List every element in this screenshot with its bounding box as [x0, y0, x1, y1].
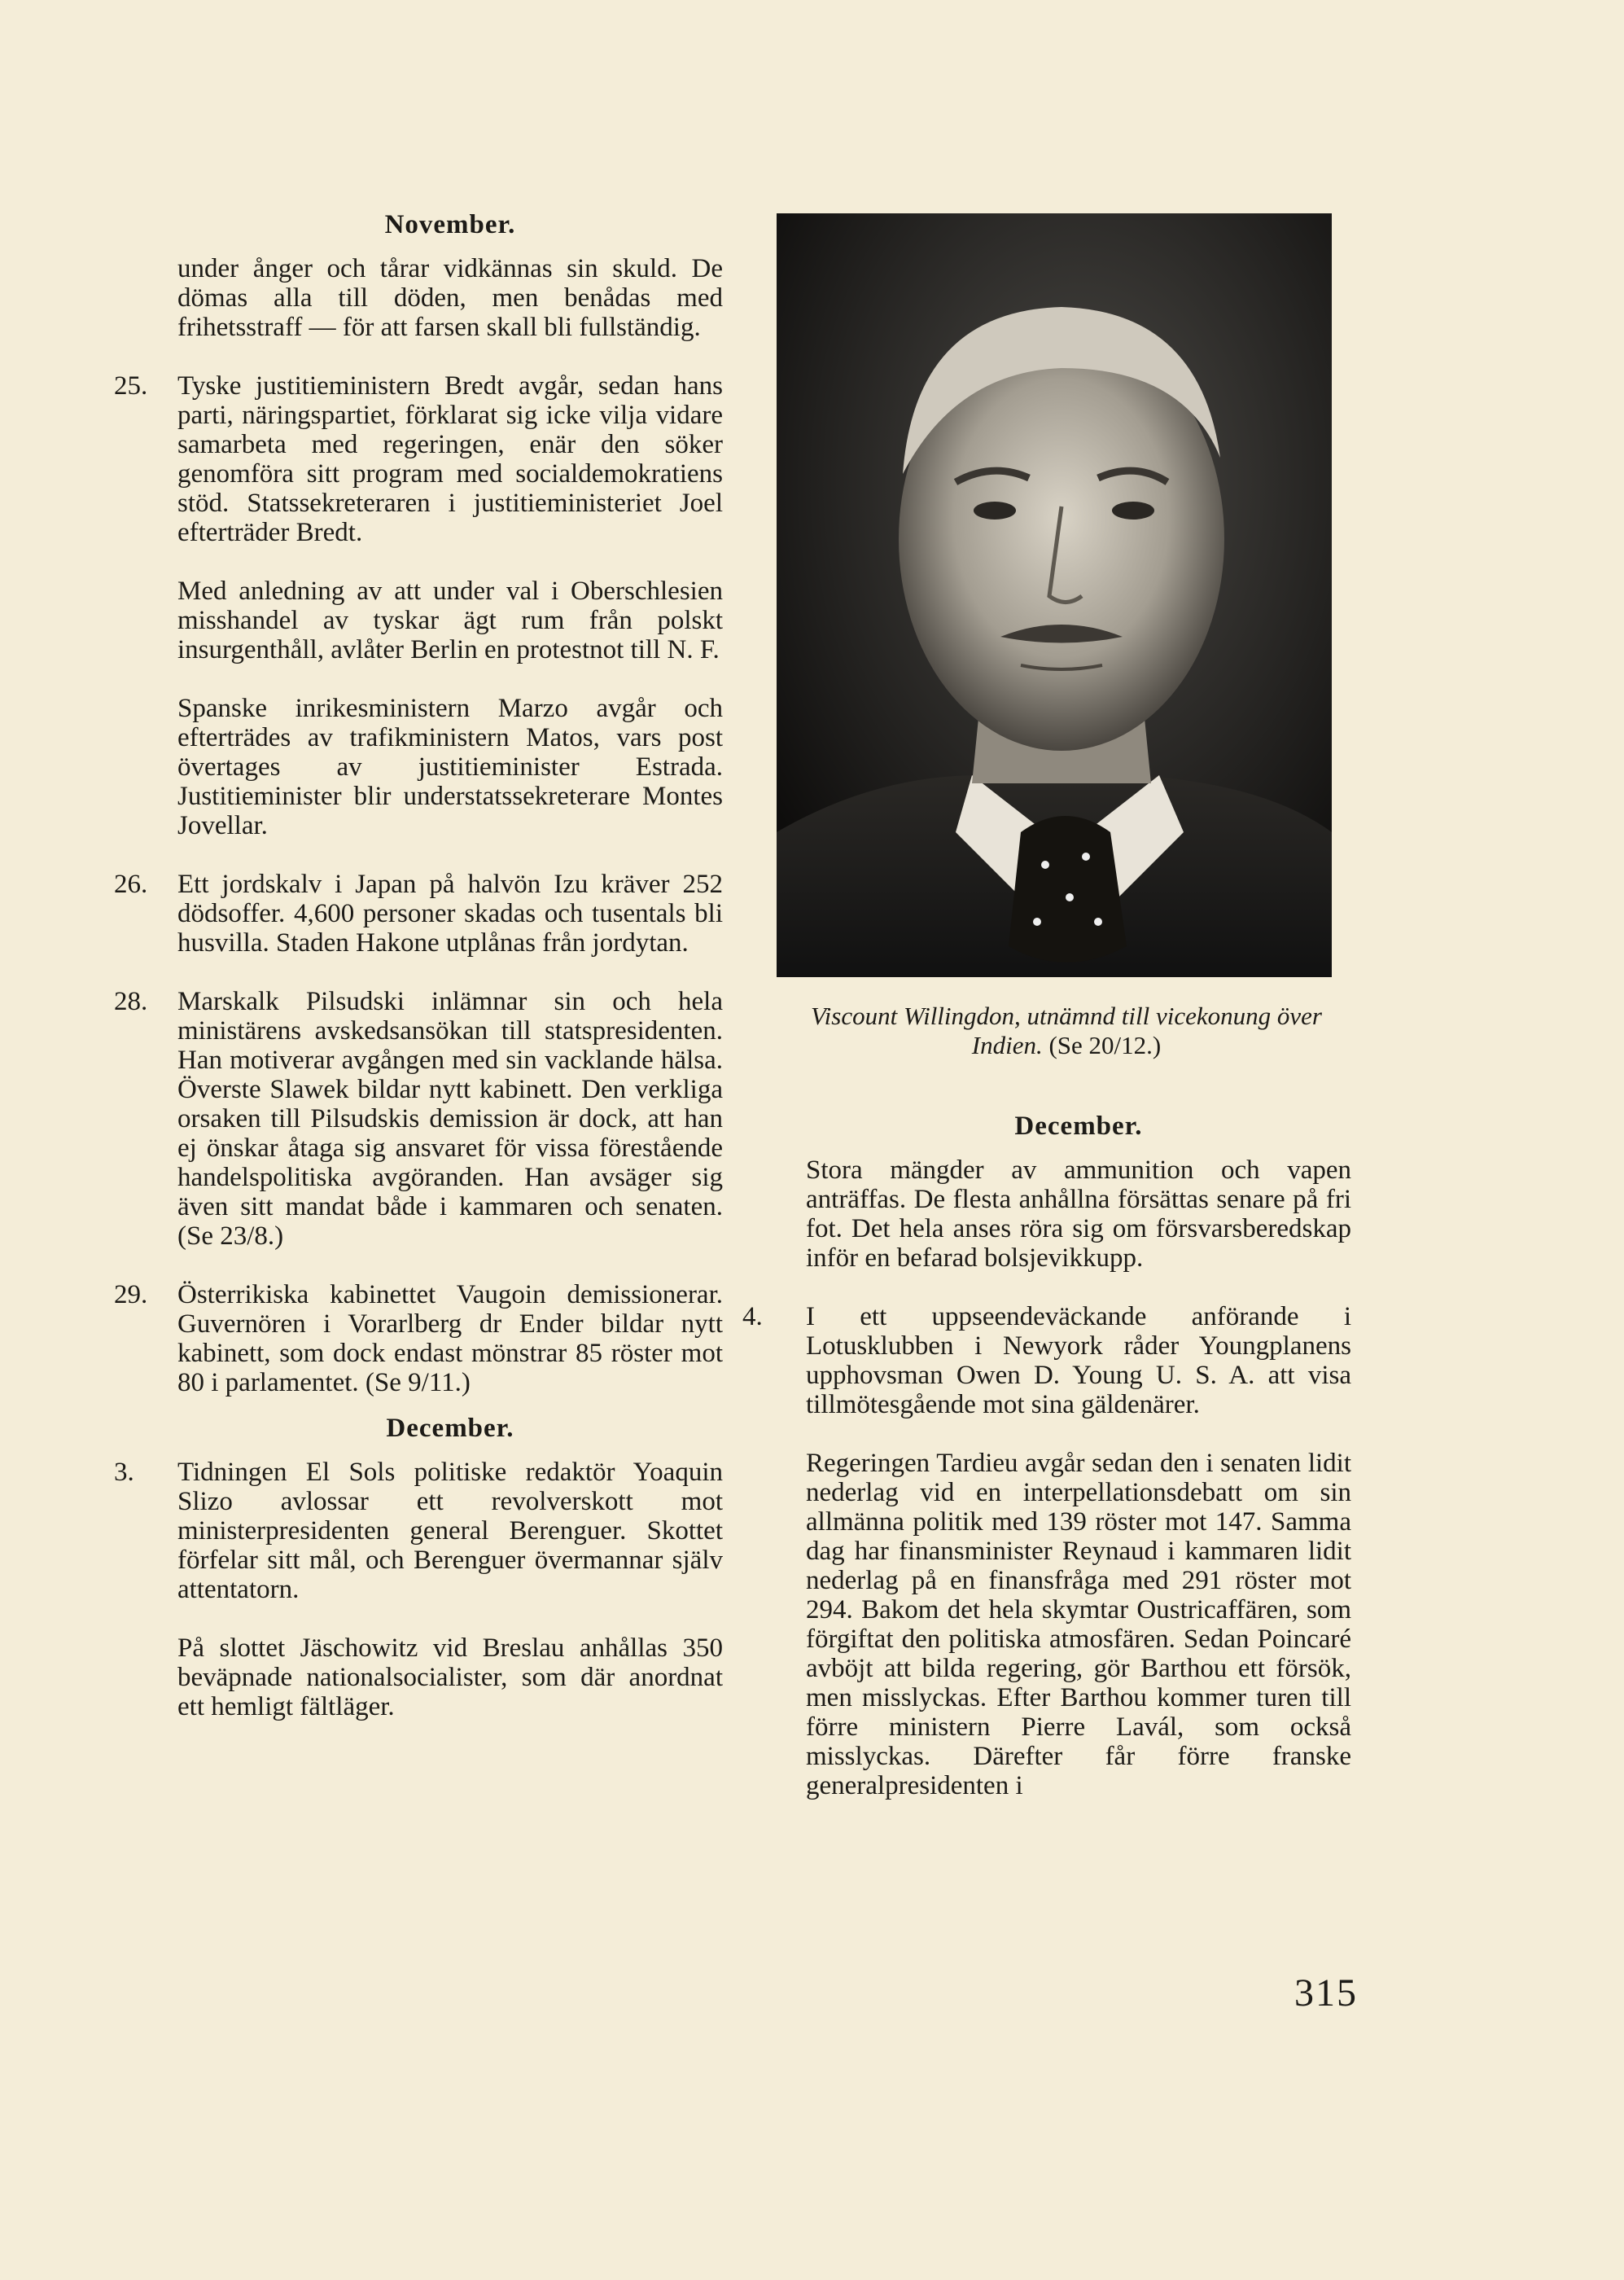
- paragraph-tardieu: Regeringen Tardieu avgår sedan den i senaten lidit nederlag vid en interpellationsdebatt om sin allmänna politik med 139 röster mot 147. Samma dag har finansminister Reynaud i kammaren lidit nederlag på en finansfråga med 291 röster mot 294. Bakom det hela skymtar Oustricaffären, som förgiftat den politiska atmosfären. Sedan Poincaré avböjt att bilda regering, gör Barthou ett försök, men misslyckas. Efter Barthou kommer turen till förre ministern Pierre Lavál, som också misslyckas. Därefter får förre franske generalpresidenten i: [806, 1449, 1351, 1800]
- entry-date: 26.: [114, 870, 148, 899]
- left-column: [114, 210, 723, 1751]
- entry-text: Tyske justitieministern Bredt avgår, sedan hans parti, näringspartiet, förklarat sig icke vilja vidare samarbeta med regeringen, enär den söker genomföra sitt program med socialdemokratiens stöd. Statssekreteraren i justitieministeriet Joel efterträder Bredt.: [177, 371, 723, 547]
- entry-4: [742, 1302, 1351, 1419]
- entry-date: 4.: [742, 1302, 763, 1331]
- right-column: [742, 1006, 1351, 1830]
- entry-text: I ett uppseendeväckande anförande i Lotusklubben i Newyork råder Youngplanens upphovsman Owen D. Young U. S. A. att visa tillmötesgående mot sina gäldenärer.: [806, 1302, 1351, 1419]
- entry-text: Ett jordskalv i Japan på halvön Izu kräver 252 dödsoffer. 4,600 personer skadas och tusentals bli husvilla. Staden Hakone utplånas från jordytan.: [177, 870, 723, 958]
- paragraph-breslau: På slottet Jäschowitz vid Breslau anhållas 350 beväpnade nationalsocialister, som där anordnat ett hemligt fältläger.: [177, 1633, 723, 1721]
- portrait-photo: [777, 213, 1332, 977]
- entry-25: [114, 371, 723, 547]
- page-number: 315: [1294, 1971, 1358, 2015]
- paragraph-intro: under ånger och tårar vidkännas sin skuld. De dömas alla till döden, men benådas med frihetsstraff — för att farsen skall bli fullständig.: [177, 254, 723, 342]
- heading-november: November.: [384, 210, 516, 239]
- caption-text: Viscount Willingdon, utnämnd till vicekonung över Indien.: [811, 1002, 1322, 1059]
- paragraph-ammunition: Stora mängder av ammunition och vapen anträffas. De flesta anhållna försättas senare på fri fot. Det hela anses röra sig om försvarsberedskap inför en befarad bolsjevikkupp.: [806, 1155, 1351, 1273]
- entry-text: Marskalk Pilsudski inlämnar sin och hela ministärens avskedsansökan till statspresidenten. Han motiverar avgången med sin vacklande hälsa. Överste Slawek bildar nytt kabinett. Den verkliga orsaken till Pilsudskis demission är dock, att han ej önskar åtaga sig ansvaret för vissa förestående handelspolitiska avgöranden. Han avsäger sig även sitt mandat både i kammaren och senaten. (Se 23/8.): [177, 987, 723, 1251]
- entry-26: [114, 870, 723, 958]
- paragraph-spanien: Spanske inrikesministern Marzo avgår och efterträdes av trafikministern Matos, vars post övertages av justitieminister Estrada. Justitieminister blir understatssekreterare Montes Jovellar.: [177, 694, 723, 840]
- heading-december-left: December.: [386, 1414, 514, 1443]
- entry-date: 28.: [114, 987, 148, 1016]
- entry-text: Tidningen El Sols politiske redaktör Yoaquin Slizo avlossar ett revolverskott mot ministerpresidenten general Berenguer. Skottet förfelar sitt mål, och Berenguer övermannar själv attentatorn.: [177, 1458, 723, 1604]
- caption-reference: (Se 20/12.): [1048, 1031, 1162, 1059]
- entry-text: Österrikiska kabinettet Vaugoin demissionerar. Guvernören i Vorarlberg dr Ender bildar nytt kabinett, som dock endast mönstrar 85 röster mot 80 i parlamentet. (Se 9/11.): [177, 1280, 723, 1397]
- entry-date: 25.: [114, 371, 148, 401]
- portrait-image: [777, 213, 1332, 977]
- entry-29: [114, 1280, 723, 1397]
- heading-december-right: December.: [1014, 1112, 1143, 1141]
- paragraph-oberschlesien: Med anledning av att under val i Oberschlesien misshandel av tyskar ägt rum från polskt insurgenthåll, avlåter Berlin en protestnot till N. F.: [177, 577, 723, 664]
- entry-28: [114, 987, 723, 1251]
- entry-date: 3.: [114, 1458, 134, 1487]
- entry-3: [114, 1458, 723, 1604]
- entry-date: 29.: [114, 1280, 148, 1309]
